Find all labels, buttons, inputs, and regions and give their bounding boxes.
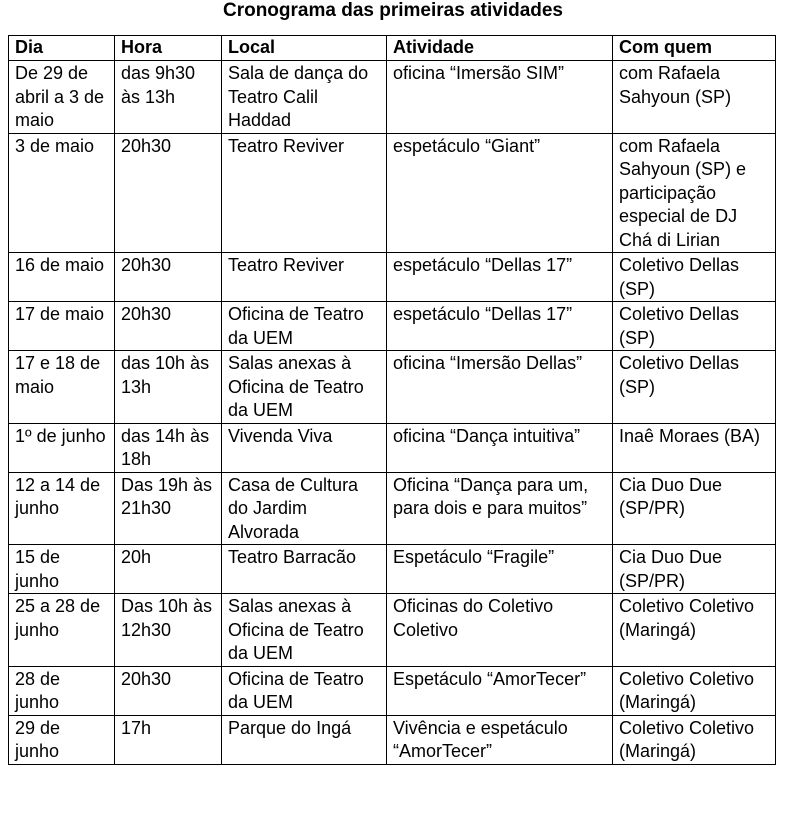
header-atividade: Atividade — [387, 36, 613, 61]
cell-atividade: Espetáculo “AmorTecer” — [387, 666, 613, 715]
cell-com-quem: com Rafaela Sahyoun (SP) e participação especial de DJ Chá di Lirian — [613, 133, 776, 253]
table-row — [9, 715, 776, 764]
header-local: Local — [222, 36, 387, 61]
cell-hora: das 14h às 18h — [115, 423, 222, 472]
cell-hora: Das 19h às 21h30 — [115, 472, 222, 545]
cell-hora: 20h30 — [115, 666, 222, 715]
table-row — [9, 545, 776, 594]
table-row — [9, 61, 776, 134]
cell-local: Oficina de Teatro da UEM — [222, 666, 387, 715]
cell-com-quem: Coletivo Dellas (SP) — [613, 302, 776, 351]
cell-atividade: espetáculo “Dellas 17” — [387, 302, 613, 351]
cell-com-quem: Cia Duo Due (SP/PR) — [613, 472, 776, 545]
cell-local: Parque do Ingá — [222, 715, 387, 764]
cell-hora: das 10h às 13h — [115, 351, 222, 424]
table-row — [9, 253, 776, 302]
cell-dia: 1º de junho — [9, 423, 115, 472]
table-row — [9, 594, 776, 667]
cell-dia: 12 a 14 de junho — [9, 472, 115, 545]
cell-dia: 16 de maio — [9, 253, 115, 302]
cell-hora: 17h — [115, 715, 222, 764]
cell-dia: 17 de maio — [9, 302, 115, 351]
cell-atividade: Espetáculo “Fragile” — [387, 545, 613, 594]
table-row — [9, 423, 776, 472]
cell-dia: 3 de maio — [9, 133, 115, 253]
cell-local: Salas anexas à Oficina de Teatro da UEM — [222, 351, 387, 424]
cell-hora: 20h30 — [115, 133, 222, 253]
document-title: Cronograma das primeiras atividades — [222, 0, 563, 21]
cell-dia: 28 de junho — [9, 666, 115, 715]
cell-com-quem: Inaê Moraes (BA) — [613, 423, 776, 472]
cell-atividade: oficina “Imersão Dellas” — [387, 351, 613, 424]
header-row — [9, 36, 776, 61]
cell-com-quem: Coletivo Coletivo (Maringá) — [613, 666, 776, 715]
table-row — [9, 472, 776, 545]
cell-hora: das 9h30 às 13h — [115, 61, 222, 134]
header-com-quem: Com quem — [613, 36, 776, 61]
cell-local: Teatro Reviver — [222, 253, 387, 302]
cell-local: Oficina de Teatro da UEM — [222, 302, 387, 351]
cell-local: Teatro Barracão — [222, 545, 387, 594]
table-row — [9, 133, 776, 253]
cell-dia: 25 a 28 de junho — [9, 594, 115, 667]
cell-atividade: espetáculo “Giant” — [387, 133, 613, 253]
cell-atividade: Oficinas do Coletivo Coletivo — [387, 594, 613, 667]
cell-dia: 17 e 18 de maio — [9, 351, 115, 424]
cell-hora: 20h30 — [115, 253, 222, 302]
table-row — [9, 351, 776, 424]
table-row — [9, 302, 776, 351]
schedule-table — [8, 35, 776, 765]
cell-local: Sala de dança do Teatro Calil Haddad — [222, 61, 387, 134]
cell-atividade: Oficina “Dança para um, para dois e para muitos” — [387, 472, 613, 545]
cell-com-quem: Coletivo Dellas (SP) — [613, 253, 776, 302]
cell-local: Casa de Cultura do Jardim Alvorada — [222, 472, 387, 545]
cell-dia: De 29 de abril a 3 de maio — [9, 61, 115, 134]
cell-com-quem: Coletivo Dellas (SP) — [613, 351, 776, 424]
cell-atividade: oficina “Dança intuitiva” — [387, 423, 613, 472]
cell-com-quem: Coletivo Coletivo (Maringá) — [613, 715, 776, 764]
cell-com-quem: Coletivo Coletivo (Maringá) — [613, 594, 776, 667]
header-dia: Dia — [9, 36, 115, 61]
cell-dia: 29 de junho — [9, 715, 115, 764]
cell-com-quem: Cia Duo Due (SP/PR) — [613, 545, 776, 594]
cell-local: Teatro Reviver — [222, 133, 387, 253]
cell-atividade: oficina “Imersão SIM” — [387, 61, 613, 134]
cell-dia: 15 de junho — [9, 545, 115, 594]
cell-local: Salas anexas à Oficina de Teatro da UEM — [222, 594, 387, 667]
cell-com-quem: com Rafaela Sahyoun (SP) — [613, 61, 776, 134]
cell-atividade: Vivência e espetáculo “AmorTecer” — [387, 715, 613, 764]
cell-hora: Das 10h às 12h30 — [115, 594, 222, 667]
header-hora: Hora — [115, 36, 222, 61]
cell-atividade: espetáculo “Dellas 17” — [387, 253, 613, 302]
cell-hora: 20h30 — [115, 302, 222, 351]
table-row — [9, 666, 776, 715]
cell-hora: 20h — [115, 545, 222, 594]
cell-local: Vivenda Viva — [222, 423, 387, 472]
